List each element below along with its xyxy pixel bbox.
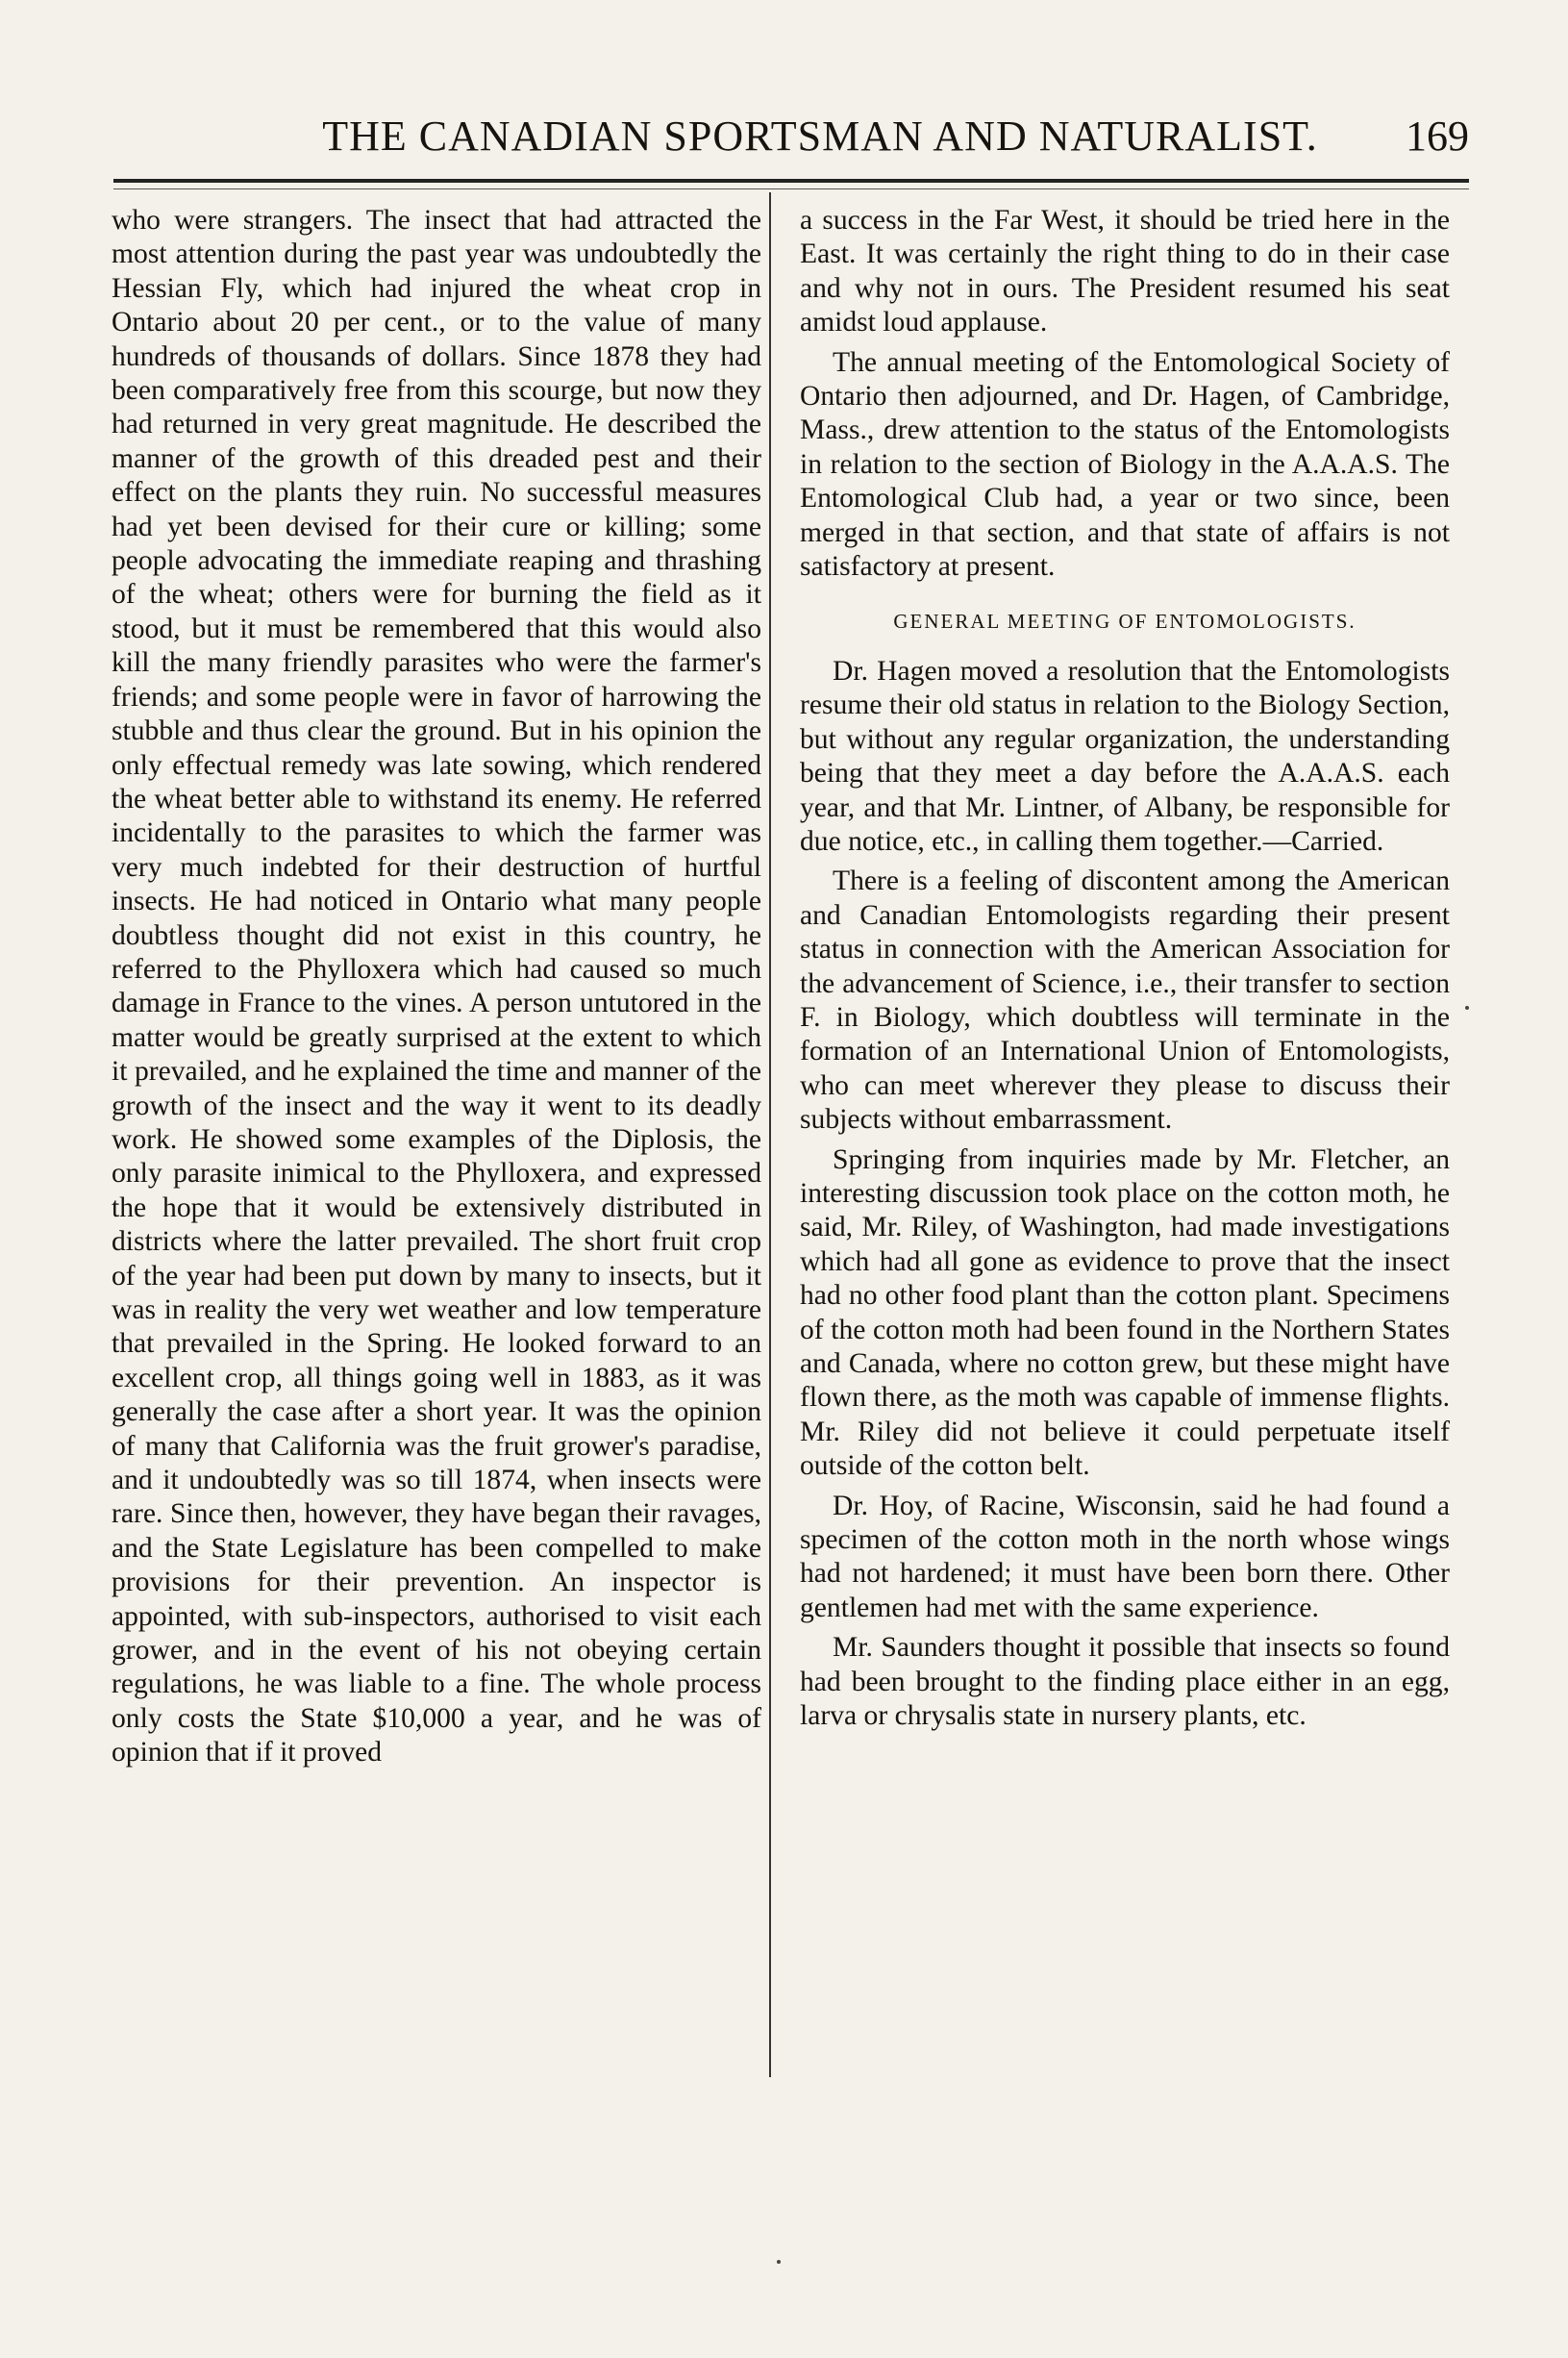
right-paragraph-2: The annual meeting of the Entomological Society of Ontario then adjourned, and Dr. Hagen, of Cambridge, Mass., drew attention to the status of the Entomologists in relation to the section of Biology in the A.A.A.S. The Entomological Club had, a year or two since, been merged in that section, and that state of affairs is not satisfactory at present.	[800, 346, 1450, 583]
left-column	[112, 204, 761, 1770]
right-paragraph-4: There is a feeling of discontent among the American and Canadian Entomologists regarding their present status in connection with the American Association for the advancement of Science, i.e., their transfer to section F. in Biology, which doubtless will terminate in the formation of an International Union of Entomologists, who can meet wherever they please to discuss their subjects without embarrassment.	[800, 865, 1450, 1136]
page-header	[113, 112, 1469, 169]
left-paragraph-1: who were strangers. The insect that had attracted the most attention during the past year was undoubtedly the Hessian Fly, which had injured the wheat crop in Ontario about 20 per cent., or to the value of many hundreds of thousands of dollars. Since 1878 they had been comparatively free from this scourge, but now they had returned in very great magnitude. He described the manner of the growth of this dreaded pest and their effect on the plants they ruin. No successful measures had yet been devised for their cure or killing; some people advocating the immediate reaping and thrashing of the wheat; others were for burning the field as it stood, but it must be remembered that this would also kill the many friendly parasites who were the farmer's friends; and some people were in favor of harrowing the stubble and thus clear the ground. But in his opinion the only effectual remedy was late sowing, which rendered the wheat better able to withstand its enemy. He referred incidentally to the parasites to which the farmer was very much indebted for their destruction of hurtful insects. He had noticed in Ontario what many people doubtless thought did not exist in this country, he referred to the Phylloxera which had caused so much damage in France to the vines. A person untutored in the matter would be greatly surprised at the extent to which it prevailed, and he explained the time and manner of the growth of the insect and the way it went to its deadly work. He showed some examples of the Diplosis, the only parasite inimical to the Phylloxera, and expressed the hope that it would be extensively distributed in districts where the latter prevailed. The short fruit crop of the year had been put down by many to insects, but it was in reality the very wet weather and low temperature that prevailed in the Spring. He looked forward to an excellent crop, all things going well in 1883, as it was generally the case after a short year. It was the opinion of many that California was the fruit grower's paradise, and it undoubtedly was so till 1874, when insects were rare. Since then, however, they have began their ravages, and the State Legislature has been compelled to make provisions for their prevention. An inspector is appointed, with sub-inspectors, authorised to visit each grower, and in the event of his not obeying certain regulations, he was liable to a fine. The whole process only costs the State $10,000 a year, and he was of opinion that if it proved	[112, 205, 761, 1768]
section-subheading: GENERAL MEETING OF ENTOMOLOGISTS.	[893, 610, 1356, 634]
header-rule-thick	[113, 179, 1469, 183]
print-speck	[1465, 1006, 1469, 1010]
right-column	[800, 204, 1450, 1733]
print-speck	[777, 2260, 781, 2264]
header-rule-thin	[113, 188, 1469, 189]
right-paragraph-6: Dr. Hoy, of Racine, Wisconsin, said he had found a specimen of the cotton moth in the north whose wings had not hardened; it must have been born there. Other gentlemen had met with the same experience.	[800, 1490, 1450, 1623]
right-paragraph-1: a success in the Far West, it should be tried here in the East. It was certainly the right thing to do in their case and why not in ours. The President resumed his seat amidst loud applause.	[800, 205, 1450, 339]
column-divider	[769, 192, 771, 2077]
running-title: THE CANADIAN SPORTSMAN AND NATURALIST.	[322, 113, 1318, 160]
right-paragraph-7: Mr. Saunders thought it possible that insects so found had been brought to the finding place either in an egg, larva or chrysalis state in nursery plants, etc.	[800, 1632, 1450, 1732]
page-number: 169	[1406, 113, 1469, 160]
right-paragraph-5: Springing from inquiries made by Mr. Fletcher, an interesting discussion took place on the cotton moth, he said, Mr. Riley, of Washington, had made investigations which had all gone as evidence to prove that the insect had no other food plant than the cotton plant. Specimens of the cotton moth had been found in the Northern States and Canada, where no cotton grew, but these might have flown there, as the moth was capable of immense flights. Mr. Riley did not believe it could perpetuate itself outside of the cotton belt.	[800, 1143, 1450, 1482]
right-paragraph-3: Dr. Hagen moved a resolution that the Entomologists resume their old status in relation to the Biology Section, but without any regular organization, the understanding being that they meet a day before the A.A.A.S. each year, and that Mr. Lintner, of Albany, be responsible for due notice, etc., in calling them together.—Carried.	[800, 655, 1450, 857]
